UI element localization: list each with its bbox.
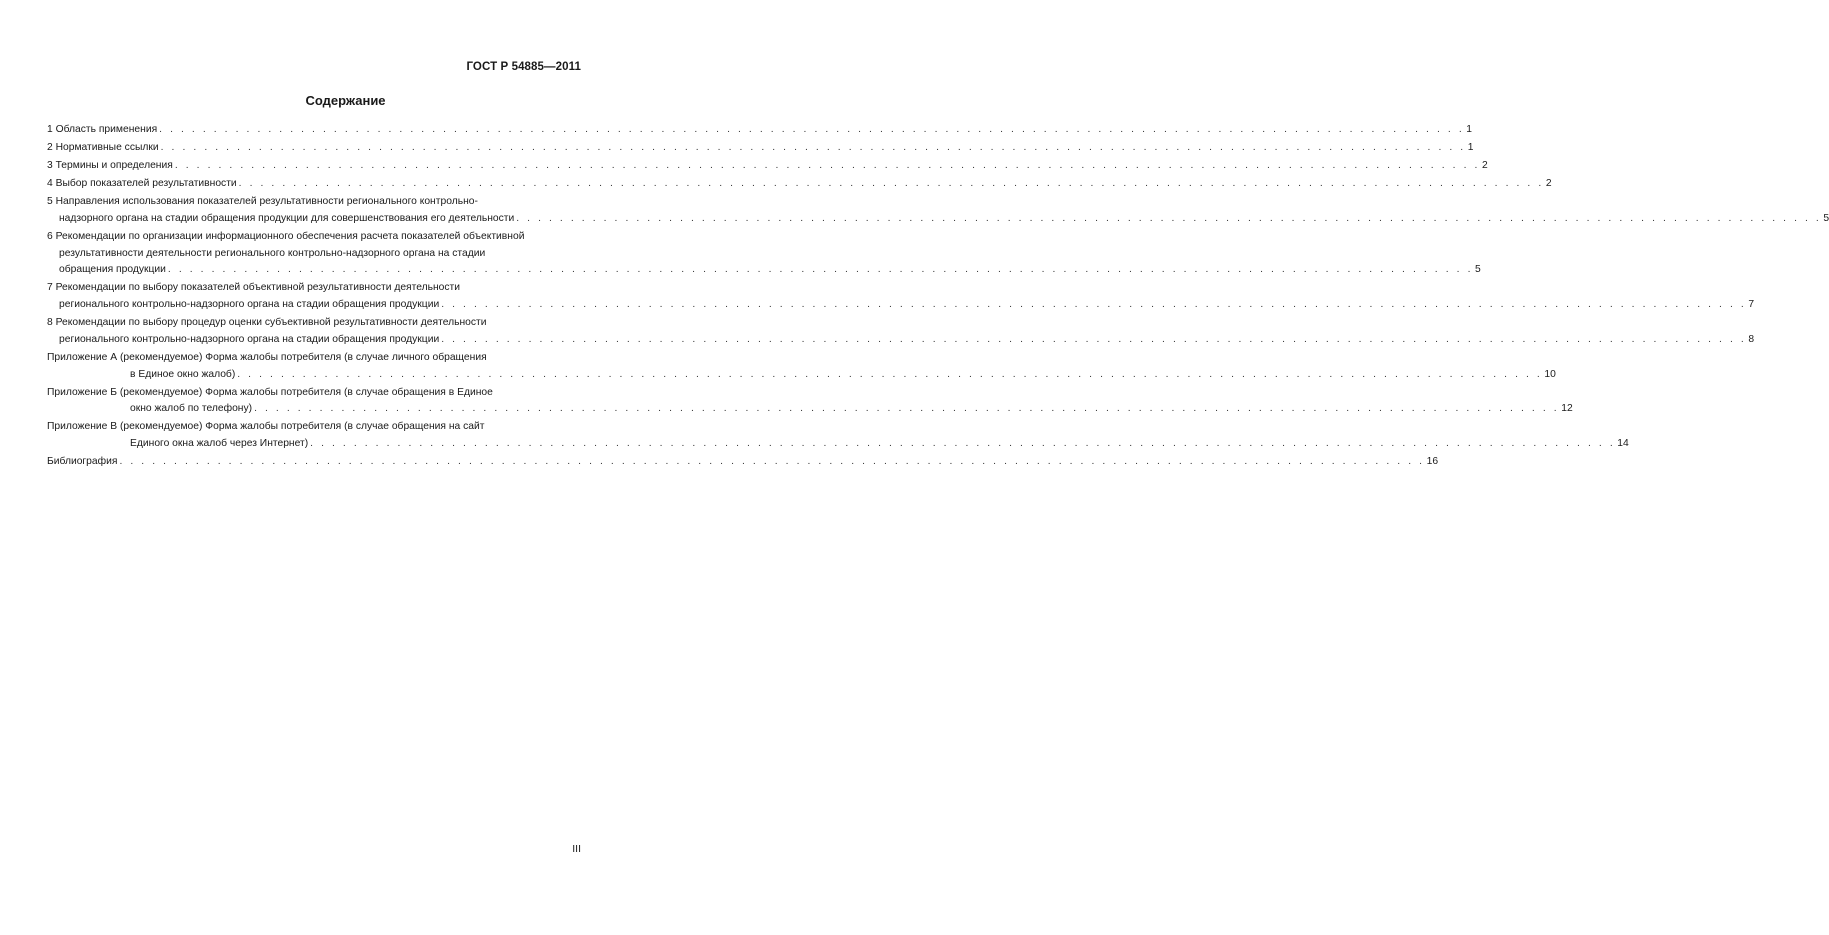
table-of-contents <box>47 122 1829 472</box>
dot-leader: . . . . . . . . . . . . . . . . . . . . . . . . . . . . . . . . . . . . . . . . . . . . . . . . . . . . . . . . . . . . . . . . . . . . . . . . . . . . . . . . . . . . . . . . . . . . . . . . . . . . . . . . . . . . . . . . . . . . . . . . <box>441 333 1747 345</box>
dot-leader: . . . . . . . . . . . . . . . . . . . . . . . . . . . . . . . . . . . . . . . . . . . . . . . . . . . . . . . . . . . . . . . . . . . . . . . . . . . . . . . . . . . . . . . . . . . . . . . . . . . . . . . . . . . . . . . . . . . . . . . . <box>167 264 1474 276</box>
toc-entry-text: в Единое окно жалоб) <box>130 368 236 380</box>
dot-leader: . . . . . . . . . . . . . . . . . . . . . . . . . . . . . . . . . . . . . . . . . . . . . . . . . . . . . . . . . . . . . . . . . . . . . . . . . . . . . . . . . . . . . . . . . . . . . . . . . . . . . . . . . . . . . . . . . . . . . . . . <box>119 456 1425 468</box>
dot-leader: . . . . . . . . . . . . . . . . . . . . . . . . . . . . . . . . . . . . . . . . . . . . . . . . . . . . . . . . . . . . . . . . . . . . . . . . . . . . . . . . . . . . . . . . . . . . . . . . . . . . . . . . . . . . . . . . . . . . . . . . <box>254 403 1560 415</box>
standard-designation: ГОСТ Р 54885—2011 <box>466 61 581 73</box>
toc-entry[interactable] <box>47 315 1755 349</box>
toc-page-number: 12 <box>1561 403 1573 415</box>
toc-page-number: 2 <box>1545 177 1552 189</box>
dot-leader: . . . . . . . . . . . . . . . . . . . . . . . . . . . . . . . . . . . . . . . . . . . . . . . . . . . . . . . . . . . . . . . . . . . . . . . . . . . . . . . . . . . . . . . . . . . . . . . . . . . . . . . . . . . . . . . . . . . . . . . . <box>238 177 1544 189</box>
toc-entry-text: регионального контрольно-надзорного органа на стадии обращения продукции <box>59 333 440 345</box>
toc-entry-text: обращения продукции <box>59 264 166 276</box>
toc-entry-text: 6 Рекомендации по организации информационного обеспечения расчета показателей объективной <box>47 230 525 242</box>
toc-page-number: 5 <box>1823 212 1829 224</box>
toc-page-number: 10 <box>1544 368 1556 380</box>
toc-entry-text: надзорного органа на стадии обращения продукции для совершенствования его деятельности <box>59 212 515 224</box>
toc-page-number: 1 <box>1467 141 1474 153</box>
toc-entry-text: Библиография <box>47 456 118 468</box>
dot-leader: . . . . . . . . . . . . . . . . . . . . . . . . . . . . . . . . . . . . . . . . . . . . . . . . . . . . . . . . . . . . . . . . . . . . . . . . . . . . . . . . . . . . . . . . . . . . . . . . . . . . . . . . . . . . . . . . . . . . . . . . <box>160 141 1466 153</box>
toc-entry[interactable] <box>47 454 1439 471</box>
toc-entry-text: 1 Область применения <box>47 124 158 135</box>
toc-entry-text: 7 Рекомендации по выбору показателей объективной результативности деятельности <box>47 282 461 294</box>
dot-leader: . . . . . . . . . . . . . . . . . . . . . . . . . . . . . . . . . . . . . . . . . . . . . . . . . . . . . . . . . . . . . . . . . . . . . . . . . . . . . . . . . . . . . . . . . . . . . . . . . . . . . . . . . . . . . . . . . . . . . . . . <box>516 212 1822 224</box>
page-title: Содержание <box>305 93 386 108</box>
toc-entry-text: Приложение В (рекомендуемое) Форма жалобы потребителя (в случае обращения на сайт <box>47 421 485 433</box>
toc-entry-text: Приложение Б (рекомендуемое) Форма жалобы потребителя (в случае обращения в Единое <box>47 386 493 398</box>
dot-leader: . . . . . . . . . . . . . . . . . . . . . . . . . . . . . . . . . . . . . . . . . . . . . . . . . . . . . . . . . . . . . . . . . . . . . . . . . . . . . . . . . . . . . . . . . . . . . . . . . . . . . . . . . . . . . . . . . . . . . . . . <box>159 124 1465 135</box>
toc-entry[interactable] <box>47 158 1488 175</box>
toc-entry[interactable] <box>47 350 1556 384</box>
toc-entry-text: окно жалоб по телефону) <box>130 403 253 415</box>
toc-page-number: 5 <box>1475 264 1481 276</box>
toc-page-number: 14 <box>1617 438 1629 450</box>
toc-entry-text: Приложение А (рекомендуемое) Форма жалобы потребителя (в случае личного обращения <box>47 351 487 363</box>
toc-page-number: 7 <box>1748 299 1755 311</box>
toc-page-number: 1 <box>1466 124 1473 135</box>
dot-leader: . . . . . . . . . . . . . . . . . . . . . . . . . . . . . . . . . . . . . . . . . . . . . . . . . . . . . . . . . . . . . . . . . . . . . . . . . . . . . . . . . . . . . . . . . . . . . . . . . . . . . . . . . . . . . . . . . . . . . . . . <box>441 299 1747 311</box>
toc-entry[interactable] <box>47 229 1481 279</box>
toc-entry-text: 5 Направления использования показателей результативности регионального контрольно- <box>47 195 478 207</box>
toc-entry-text: 4 Выбор показателей результативности <box>47 177 237 189</box>
dot-leader: . . . . . . . . . . . . . . . . . . . . . . . . . . . . . . . . . . . . . . . . . . . . . . . . . . . . . . . . . . . . . . . . . . . . . . . . . . . . . . . . . . . . . . . . . . . . . . . . . . . . . . . . . . . . . . . . . . . . . . . . <box>237 368 1543 380</box>
toc-entry-text: 3 Термины и определения <box>47 159 173 171</box>
toc-entry[interactable] <box>47 280 1755 314</box>
toc-entry[interactable] <box>47 140 1474 157</box>
dot-leader: . . . . . . . . . . . . . . . . . . . . . . . . . . . . . . . . . . . . . . . . . . . . . . . . . . . . . . . . . . . . . . . . . . . . . . . . . . . . . . . . . . . . . . . . . . . . . . . . . . . . . . . . . . . . . . . . . . . . . . . . <box>310 438 1616 450</box>
toc-page-number: 16 <box>1426 456 1439 468</box>
toc-entry-text: результативности деятельности регионального контрольно-надзорного органа на стадии <box>59 247 486 259</box>
toc-entry[interactable] <box>47 122 1473 139</box>
toc-page-number: 8 <box>1748 333 1755 345</box>
page-number: III <box>572 843 581 855</box>
toc-entry-text: регионального контрольно-надзорного органа на стадии обращения продукции <box>59 299 440 311</box>
toc-entry[interactable] <box>47 176 1552 193</box>
dot-leader: . . . . . . . . . . . . . . . . . . . . . . . . . . . . . . . . . . . . . . . . . . . . . . . . . . . . . . . . . . . . . . . . . . . . . . . . . . . . . . . . . . . . . . . . . . . . . . . . . . . . . . . . . . . . . . . . . . . . . . . . <box>174 159 1480 171</box>
toc-page-number: 2 <box>1481 159 1488 171</box>
toc-entry[interactable] <box>47 385 1573 419</box>
toc-entry-text: Единого окна жалоб через Интернет) <box>130 438 309 450</box>
toc-entry-text: 8 Рекомендации по выбору процедур оценки субъективной результативности деятельности <box>47 317 487 329</box>
toc-entry[interactable] <box>47 194 1829 228</box>
toc-entry[interactable] <box>47 419 1629 453</box>
toc-entry-text: 2 Нормативные ссылки <box>47 141 159 153</box>
